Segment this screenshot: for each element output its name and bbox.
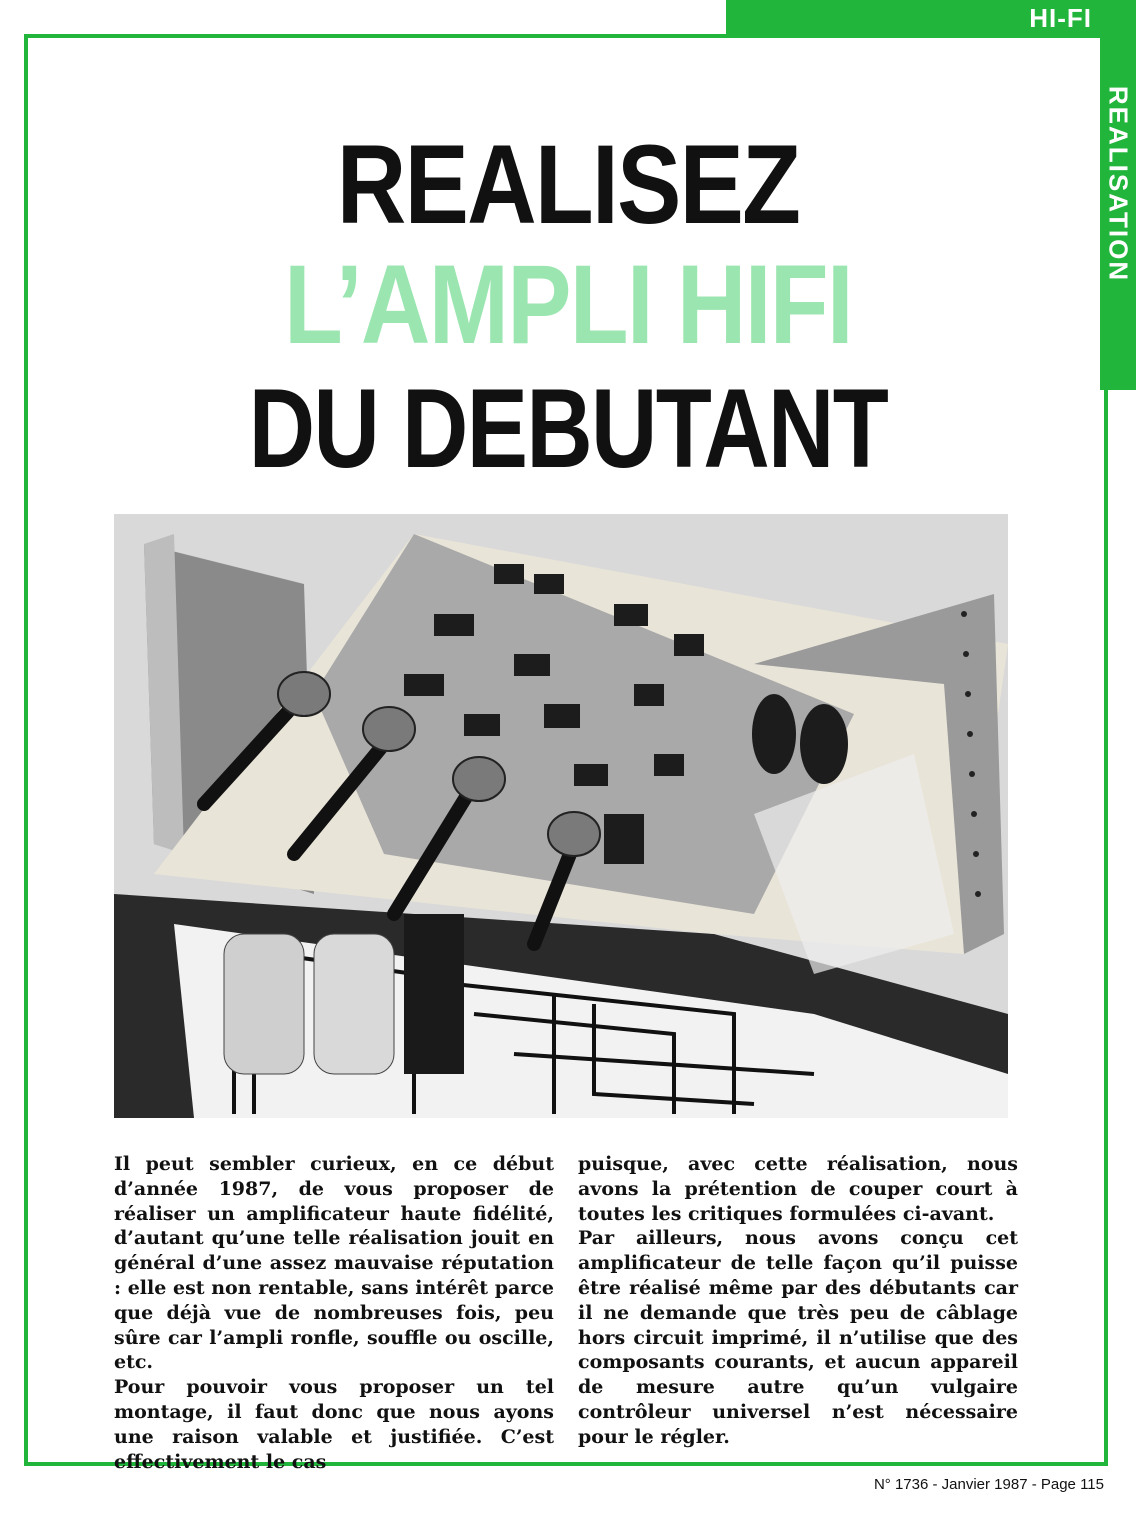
body-column-2 — [578, 1152, 1018, 1450]
body-column-1 — [114, 1152, 554, 1474]
body-paragraph: Pour pouvoir vous proposer un tel montage, il faut donc que nous ayons une raison valable et justifiée. C’est effectivement le cas — [114, 1376, 554, 1473]
title-line-1: REALISEZ — [336, 122, 800, 247]
body-paragraph: puisque, avec cette réalisation, nous avons la prétention de couper court à toutes les critiques formulées ci-avant. — [578, 1153, 1018, 1225]
body-paragraph: Par ailleurs, nous avons conçu cet amplificateur de telle façon qu’il puisse être réalisé même par des débutants car il ne demande que très peu de câblage hors circuit imprimé, il n’utilise que des composants courants, et aucun appareil de mesure autre qu’un vulgaire contrôleur universel n’est nécessaire pour le régler. — [578, 1227, 1018, 1448]
page-footer: N° 1736 - Janvier 1987 - Page 115 — [873, 1476, 1104, 1493]
category-tab-label: REALISATION — [1103, 85, 1134, 283]
amplifier-photo-illustration — [114, 514, 1008, 1118]
title-line-3: DU DEBUTANT — [248, 366, 888, 491]
section-tab-label: HI-FI — [1029, 3, 1092, 33]
amplifier-photo — [114, 514, 1008, 1118]
section-tab — [726, 0, 1136, 34]
title-line-2: L’AMPLI HIFI — [284, 242, 852, 367]
body-paragraph: Il peut sembler curieux, en ce début d’année 1987, de vous proposer de réaliser un amplificateur haute fidélité, d’autant qu’une telle réalisation jouit en général d’une assez mauvaise réputation : elle est non rentable, sans intérêt parce que déjà vue de nombreuses fois, peu sûre car l’ampli ronfle, souffle ou oscille, etc. — [114, 1153, 554, 1374]
category-tab — [1100, 34, 1136, 390]
